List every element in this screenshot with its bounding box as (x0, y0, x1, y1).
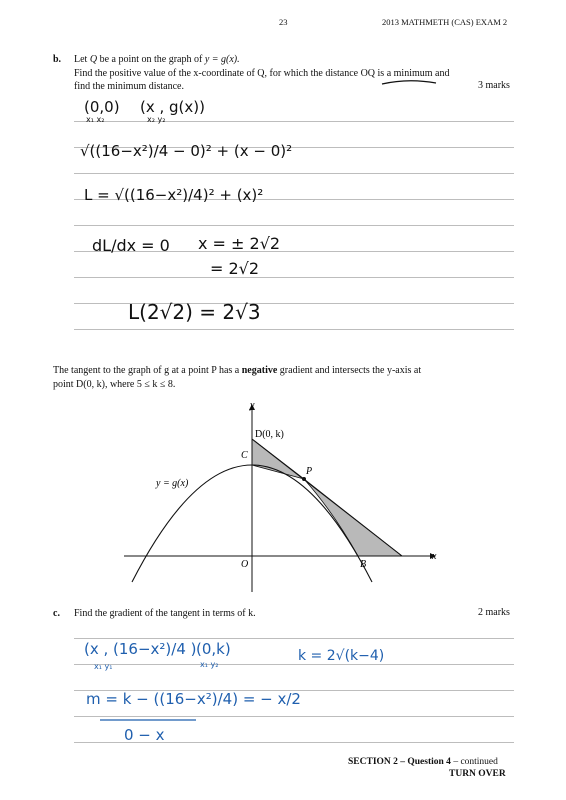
y-axis-label: y (250, 400, 255, 411)
hw-b-point: (x , g(x)) (140, 98, 205, 116)
P-label: P (306, 466, 313, 477)
answer-line (74, 277, 514, 278)
part-c-label: c. (53, 608, 60, 619)
answer-line (74, 225, 514, 226)
answer-line (74, 329, 514, 330)
C-label: C (241, 450, 248, 461)
tangent-figure (110, 396, 450, 596)
D-label: D(0, k) (255, 429, 284, 440)
hw-b-derivative: dL/dx = 0 (92, 236, 170, 255)
hw-b-min-distance: L(2√2) = 2√3 (128, 300, 261, 324)
part-b-label: b. (53, 54, 62, 65)
footer-turn-over: TURN OVER (449, 769, 506, 779)
origin-label: O (241, 559, 249, 570)
tangent-line2: point D(0, k), where 5 ≤ k ≤ 8. (53, 379, 176, 390)
hw-c-point-P-sub: x₁ y₁ (94, 662, 113, 671)
hw-c-fraction-bar (100, 718, 200, 722)
point-P (302, 477, 306, 481)
page-number: 23 (279, 17, 288, 27)
answer-line (74, 173, 514, 174)
part-b-line2: Find the positive value of the x-coordinate of Q, for which the distance OQ is a minimum and (74, 68, 450, 79)
hw-b-distance: √((16−x²)/4 − 0)² + (x − 0)² (80, 142, 293, 160)
curve-label: y = g(x) (156, 478, 189, 489)
part-b-line1-eq: y = g(x). (204, 54, 240, 65)
hw-b-L-def: L = √((16−x²)/4)² + (x)² (84, 186, 264, 204)
hw-b-point-sub: x₂ y₂ (147, 115, 166, 124)
answer-line (74, 664, 514, 665)
answer-line (74, 121, 514, 122)
tangent-line1-pre: The tangent to the graph of g at a point P has a (53, 365, 242, 376)
B-label: B (360, 559, 367, 570)
part-c-text: Find the gradient of the tangent in terms of k. (74, 608, 256, 619)
part-c-marks: 2 marks (478, 607, 510, 618)
exam-title: 2013 MATHMETH (CAS) EXAM 2 (382, 17, 508, 27)
part-b-line1-pre: Let (74, 54, 90, 65)
underline-mark (380, 76, 440, 88)
hw-c-point-P: (x , (16−x²)/4 ) (84, 640, 197, 658)
part-b-line1-q: Q (89, 54, 98, 65)
hw-c-gradient: m = k − ((16−x²)/4) = − x/2 (86, 690, 301, 708)
answer-line (74, 638, 514, 639)
footer-continued: – continued (450, 757, 498, 767)
footer-section (348, 757, 498, 767)
footer-section-label: SECTION 2 – Question 4 (348, 757, 451, 767)
hw-b-origin-sub: x₁ x₂ (86, 115, 105, 124)
hw-c-point-D: (0,k) (196, 640, 231, 658)
tangent-line1-bold: negative (241, 365, 278, 376)
tangent-line1-post: gradient and intersects the y-axis at (277, 365, 422, 376)
hw-c-k-expression: k = 2√(k−4) (298, 648, 385, 664)
tangent-line (252, 439, 402, 556)
part-b-line1 (74, 53, 240, 66)
part-b-line3: find the minimum distance. (74, 81, 184, 92)
hw-b-origin: (0,0) (84, 98, 120, 116)
hw-c-gradient-denominator: 0 − x (124, 726, 165, 744)
x-axis-label: x (432, 551, 437, 562)
answer-line (74, 716, 514, 717)
hw-b-x-solution: x = ± 2√2 (198, 234, 281, 253)
part-b-marks: 3 marks (478, 80, 510, 91)
part-b-line1-mid: be a point on the graph of (97, 54, 205, 65)
tangent-line1 (53, 364, 421, 377)
hw-b-x-positive: = 2√2 (210, 259, 260, 278)
hw-c-point-D-sub: x₁ y₂ (200, 660, 219, 669)
